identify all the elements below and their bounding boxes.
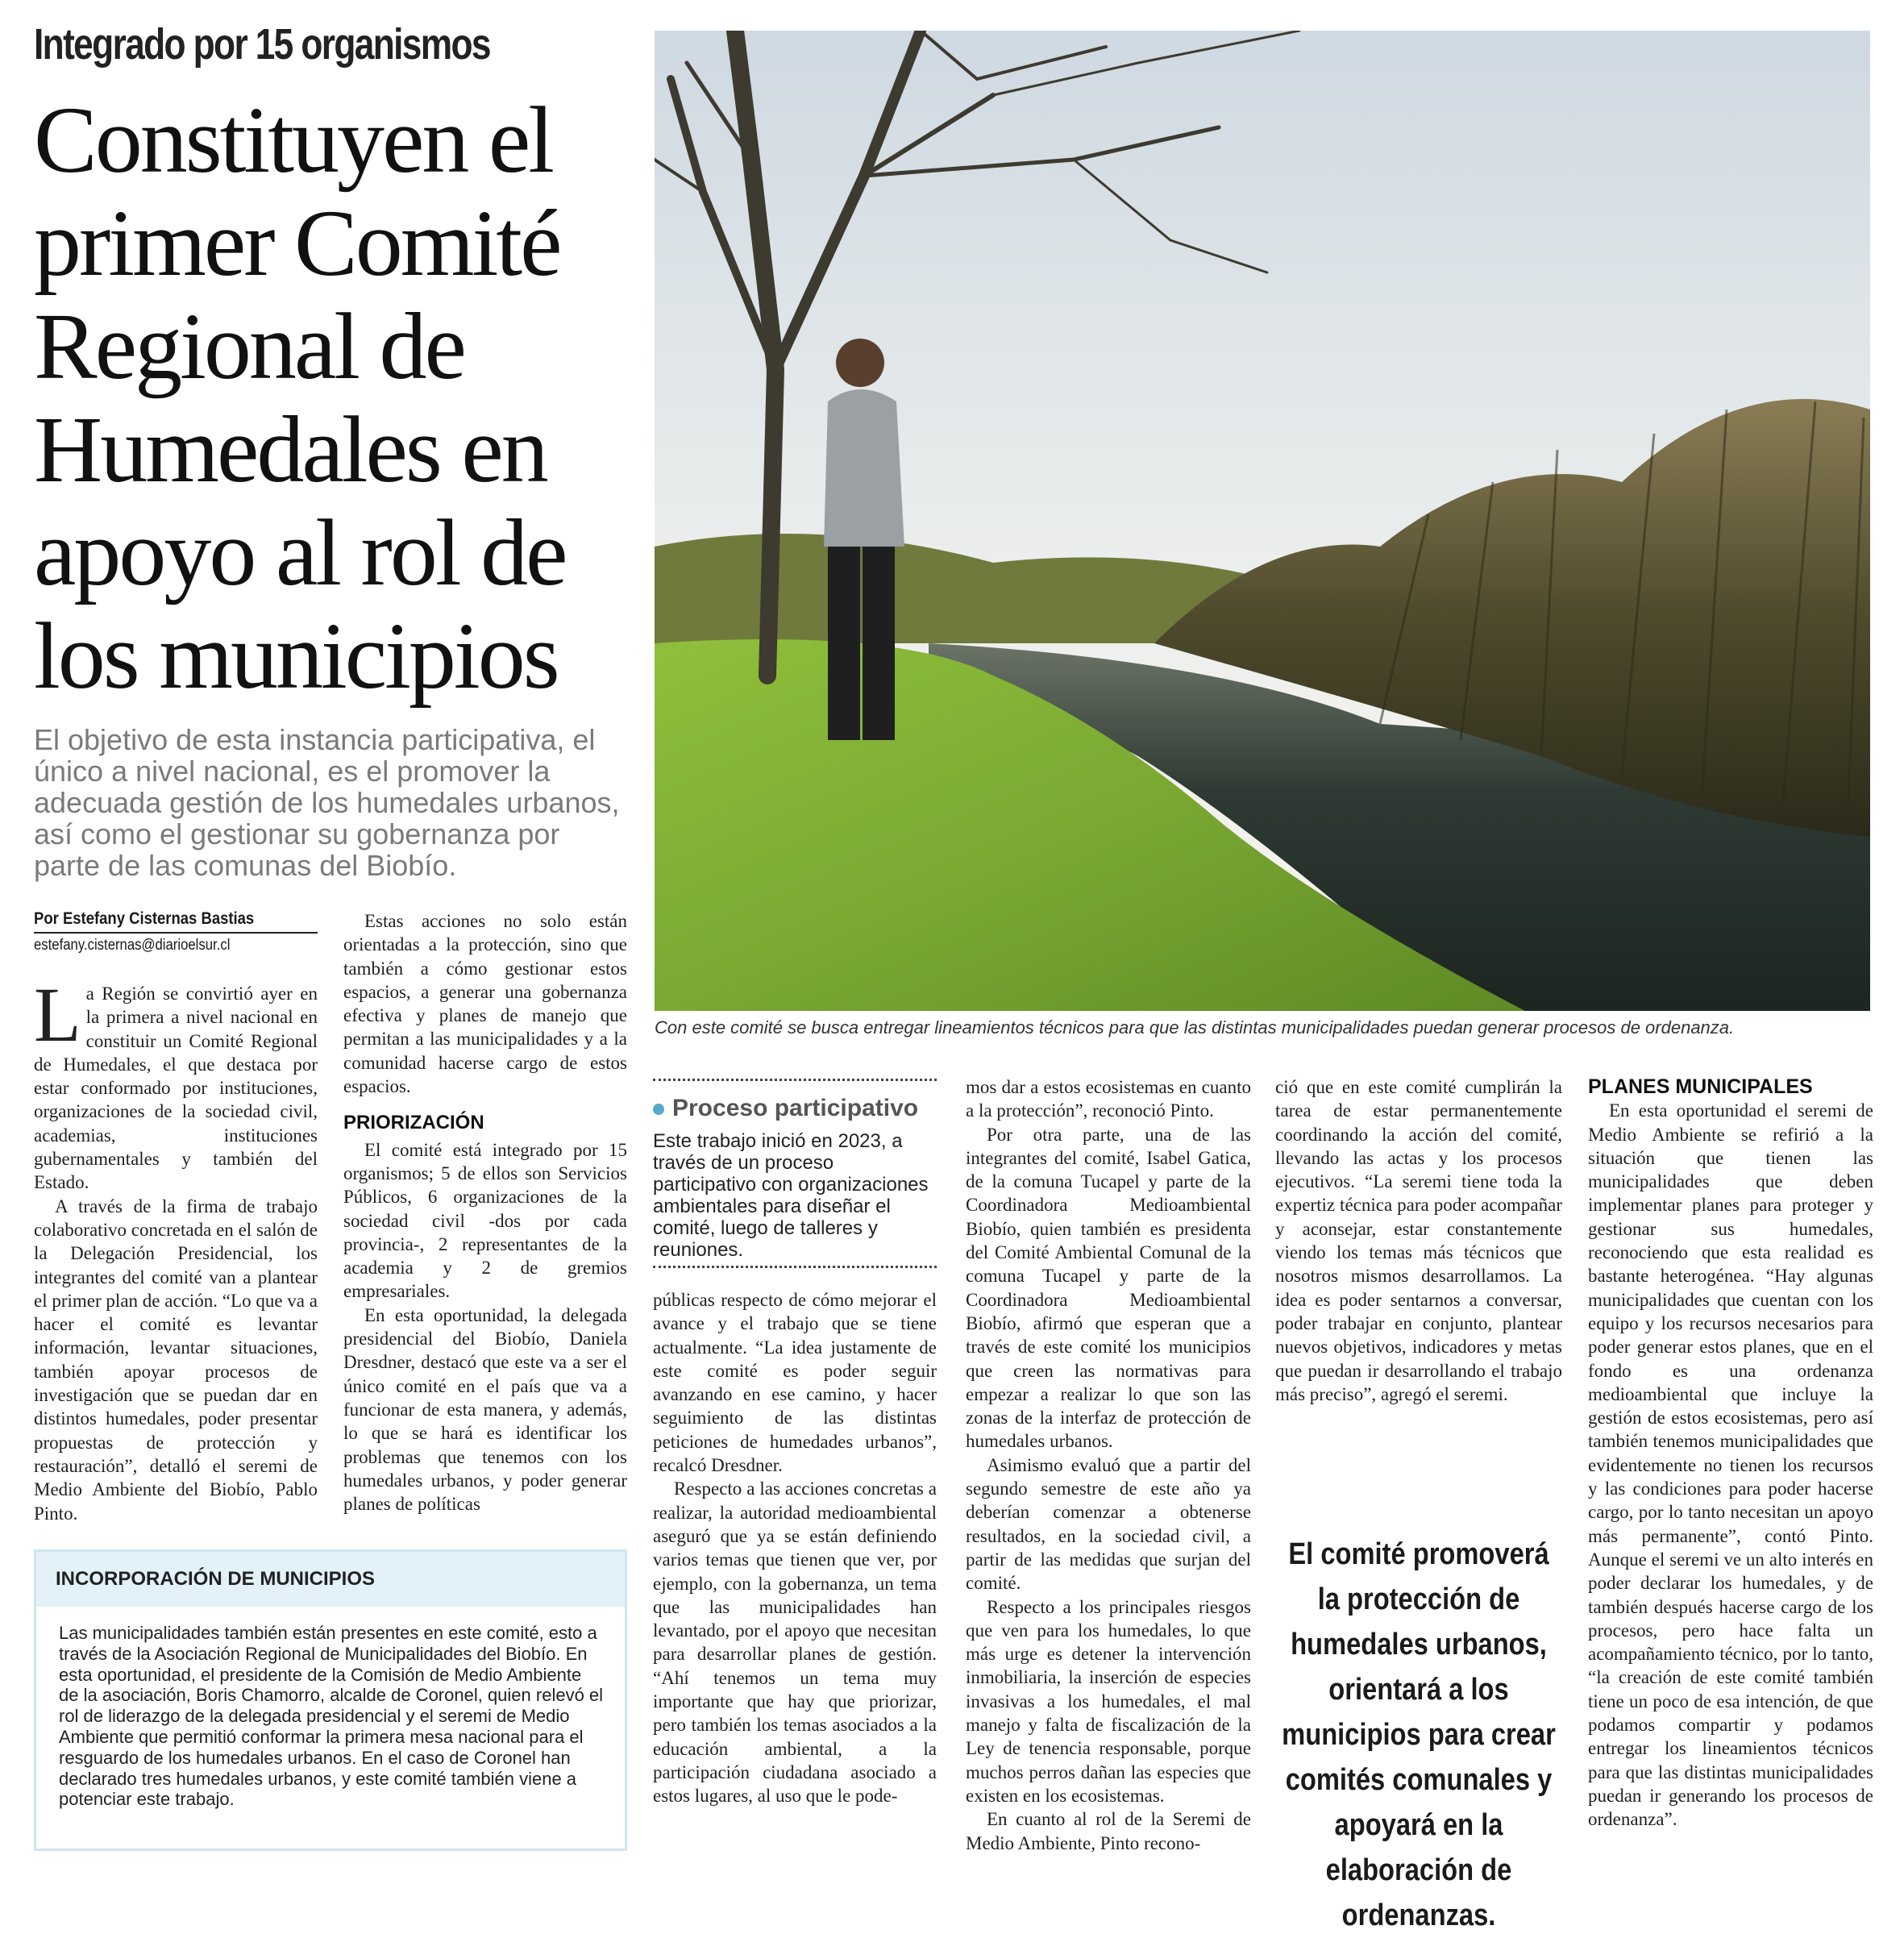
proceso-title-text: Proceso participativo [672,1095,919,1121]
section-heading-priorizacion: PRIORIZACIÓN [343,1112,484,1134]
article-column-6 [1588,1075,1873,1832]
headline: Constituyen el primer Comité Regional de Humedales en apoyo al rol de los municipios [34,87,566,709]
lead-paragraph: El objetivo de esta instancia participativa, el único a nivel nacional, es el promover la adecuada gestión de los humedales urbanos, así como el gestionar su gobernanza por parte de las comunas del Biobío. [34,723,620,882]
article-column-4 [966,1075,1251,1855]
paragraph: Respecto a los principales riesgos que ven para los humedales, lo que más urge es detener la intervención inmobiliaria, la inserción de especies invasivas a los humedales, el mal manejo y falta de fiscalización de la Ley de tenencia responsable, porque muchos perros dañan las especies que existen en los ecosistemas. [966,1596,1251,1806]
paragraph: Por otra parte, una de las integrantes del comité, Isabel Gatica, de la comuna Tucapel y parte de la Coordinadora Medioambiental Biobío, quien también es presidenta del Comité Ambiental Comunal de la comuna Tucapel y parte de la Coordinadora Medioambiental Biobío, afirmó que esperan que a través de este comité los municipios que creen las normativas para empezar a realizar lo que son las zonas de la interfaz de protección de humedales urbanos. [966,1124,1251,1452]
proceso-text: Este trabajo inició en 2023, a través de un proceso participativo con organizaciones ambientales para diseñar el comité, luego de talleres y reuniones. [653,1130,929,1261]
article-column-5 [1275,1075,1562,1406]
paragraph: a Región se convirtió ayer en la primera a nivel nacional en constituir un Comité Regional de Humedales, el que destaca por estar conformado por instituciones, organizaciones de la sociedad civil, academias, instituciones gubernamentales y también del Estado. [34,984,318,1193]
article-column-3 [653,1288,937,1808]
author-email[interactable]: estefany.cisternas@diarioelsur.cl [34,937,231,954]
kicker: Integrado por 15 organismos [34,20,490,69]
pull-quote: El comité promoverá la protección de humedales urbanos, orientará a los municipios para crear comités comunales y apoyará en la elaboración de ordenanzas. [1282,1537,1556,1932]
paragraph: Asimismo evaluó que a partir del segundo semestre de este año ya deberían comenzar a obtenerse resultados, en la sociedad civil, a partir de las medidas que surjan del comité. [966,1454,1251,1594]
proceso-title [653,1095,937,1122]
article-photo [655,31,1870,1011]
paragraph: Respecto a las acciones concretas a realizar, la autoridad medioambiental aseguró que ya se están definiendo varios temas que tienen que ver, por ejemplo, con la gobernanza, un tema que las municipalidades han levantado, por el apoyo que necesitan para desarrollar planes de gestión. “Ahí tenemos un tema muy importante que hay que priorizar, pero también los temas asociados a la educación ambiental, a la participación ciudadana asociado a estos lugares, al uso que le pode- [653,1478,937,1807]
paragraph: públicas respecto de cómo mejorar el avance y el trabajo que se tiene actualmente. “La idea justamente de este comité es poder seguir avanzando en ese camino, y hacer seguimiento de las distintas peticiones de humedades urbanos”, recalcó Dresdner. [653,1290,937,1476]
byline-divider [34,932,318,934]
article-column-1 [34,971,318,1525]
sidebar-box-municipios [34,1549,627,1851]
paragraph: El comité está integrado por 15 organismos; 5 de ellos son Servicios Públicos, 6 organizaciones de la sociedad civil -dos por cada provincia-, 2 representantes de la academia y 2 de gremios empresariales. [343,1139,627,1302]
paragraph: En esta oportunidad, la delegada presidencial del Biobío, Daniela Dresdner, destacó que este va a ser el único comité en el país que va a funcionar de esta manera, y además, lo que se hará es identificar los problemas que tenemos con los humedales urbanos, y poder generar planes de políticas [343,1304,627,1515]
drop-cap: L [34,971,81,1058]
sidebar-box-title: INCORPORACIÓN DE MUNICIPIOS [36,1552,625,1607]
section-heading-planes: PLANES MUNICIPALES [1588,1075,1813,1098]
paragraph: En cuanto al rol de la Seremi de Medio Ambiente, Pinto recono- [966,1809,1251,1853]
bullet-dot-icon [653,1104,664,1115]
wetland-photo-illustration [655,31,1870,1011]
paragraph: En esta oportunidad el seremi de Medio Ambiente se refirió a la situación que tienen las municipalidades que deben implementar planes para proteger y gestionar sus humedales, reconociendo que esta realidad es bastante heterogénea. “Hay algunas municipalidades que cuentan con los equipo y los recursos necesarios para poder generar estos planes, que en el fondo es una ordenanza medioambiental que incluye la gestión de estos ecosistemas, pero así también tenemos municipalidades que evidentemente no tienen los recursos y las condiciones para poder hacerse cargo, por lo tanto necesitan un apoyo más permanente”, contó Pinto. Aunque el seremi ve un alto interés en poder declarar los humedales, y de también después hacerse cargo de los procesos, pero hace falta un acompañamiento técnico, por lo tanto, “la creación de este comité también tiene un poco de esa intención, de que podamos compartir y podamos entregar los lineamientos técnicos para que las distintas municipalidades puedan ir generando los procesos de ordenanza”. [1588,1100,1873,1830]
author-name: Por Estefany Cisternas Bastias [34,909,255,928]
photo-caption: Con este comité se busca entregar lineamientos técnicos para que las distintas municipalidades puedan generar procesos de ordenanza. [655,1017,1735,1038]
proceso-divider [653,1079,937,1081]
paragraph: A través de la firma de trabajo colaborativo concretada en el salón de la Delegación Presidencial, los integrantes del comité van a plantear el primer plan de acción. “Lo que va a hacer el comité es levantar información, levantar situaciones, también apoyar procesos de investigación que se puedan dar en distintos humedales, poder presentar propuestas de protección y restauración”, detalló el seremi de Medio Ambiente del Biobío, Pablo Pinto. [34,1196,318,1524]
paragraph: Estas acciones no solo están orientadas a la protección, sino que también a cómo gestionar estos espacios, a generar una gobernanza efectiva y planes de manejo que permitan a las municipalidades y a la comunidad hacerse cargo de estos espacios. [343,911,627,1097]
paragraph: mos dar a estos ecosistemas en cuanto a la protección”, reconoció Pinto. [966,1077,1251,1121]
byline [34,909,318,954]
proceso-block [653,1095,937,1261]
paragraph: ció que en este comité cumplirán la tarea de estar permanentemente coordinando la acción del comité, llevando las actas y los procesos ejecutivos. “La seremi tiene toda la expertiz técnica para poder acompañar y aconsejar, estar constantemente viendo los temas más técnicos que nosotros mismos desarrollamos. La idea es poder sentarnos a conversar, poder trabajar en conjunto, plantear nuevos objetivos, indicadores y metas que puedan ir desarrollando el trabajo más preciso”, agregó el seremi. [1275,1077,1562,1404]
proceso-divider-bottom [653,1266,937,1268]
article-column-2 [343,909,627,1516]
sidebar-box-text: Las municipalidades también están presentes en este comité, esto a través de la Asociación Regional de Municipalidades del Biobío. En esta oportunidad, el presidente de la Comisión de Medio Ambiente de la asociación, Boris Chamorro, alcalde de Coronel, quien relevó el rol de liderazgo de la delegada presidencial y el seremi de Medio Ambiente que permitió conformar la primera mesa nacional para el resguardo de los humedales urbanos. En el caso de Coronel han declarado tres humedales urbanos, y este comité también viene a potenciar este trabajo. [59,1623,604,1810]
